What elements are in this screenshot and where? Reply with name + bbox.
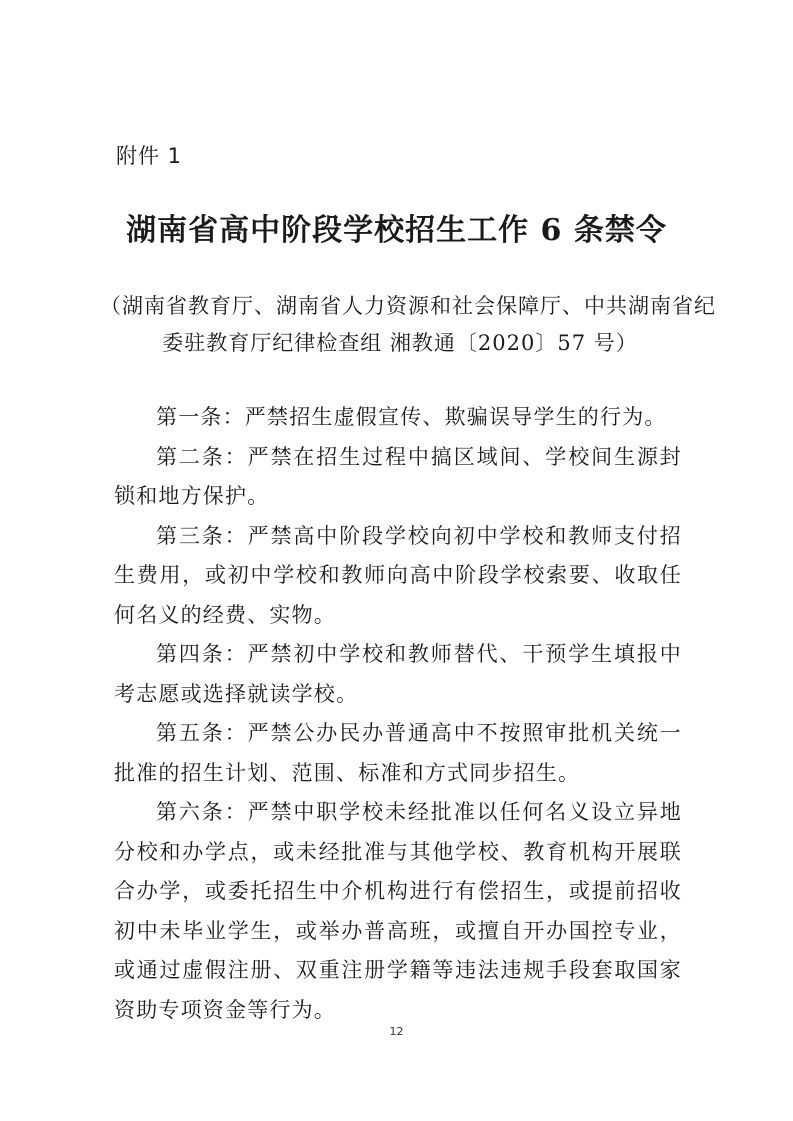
article-4: 第四条：严禁初中学校和教师替代、干预学生填报中考志愿或选择就读学校。 xyxy=(114,642,682,706)
document-title: 湖南省高中阶段学校招生工作 6 条禁令 xyxy=(126,213,667,248)
article-2: 第二条：严禁在招生过程中搞区域间、学校间生源封锁和地方保护。 xyxy=(114,444,682,508)
issuer-line-2: 委驻教育厅纪律检查组 湘教通〔2020〕57 号） xyxy=(162,331,638,355)
article-1: 第一条：严禁招生虚假宣传、欺骗误导学生的行为。 xyxy=(156,405,667,429)
document-body xyxy=(114,398,682,1030)
article-3: 第三条：严禁高中阶段学校向初中学校和教师支付招生费用，或初中学校和教师向高中阶段学校索要、收取任何名义的经费、实物。 xyxy=(114,523,682,627)
article-5: 第五条：严禁公办民办普通高中不按照审批机关统一批准的招生计划、范围、标准和方式同步招生。 xyxy=(114,721,682,785)
attachment-label: 附件 1 xyxy=(116,144,183,168)
article-6: 第六条：严禁中职学校未经批准以任何名义设立异地分校和办学点，或未经批准与其他学校、教育机构开展联合办学，或委托招生中介机构进行有偿招生，或提前招收初中未毕业学生，或举办普高班，或擅自开办国控专业，或通过虚假注册、双重注册学籍等违法违规手段套取国家资助专项资金等行为。 xyxy=(114,800,682,1022)
issuer-block xyxy=(100,288,716,362)
page-number: 12 xyxy=(389,1025,404,1038)
issuer-line-1: （湖南省教育厅、湖南省人力资源和社会保障厅、中共湖南省纪 xyxy=(100,294,716,318)
